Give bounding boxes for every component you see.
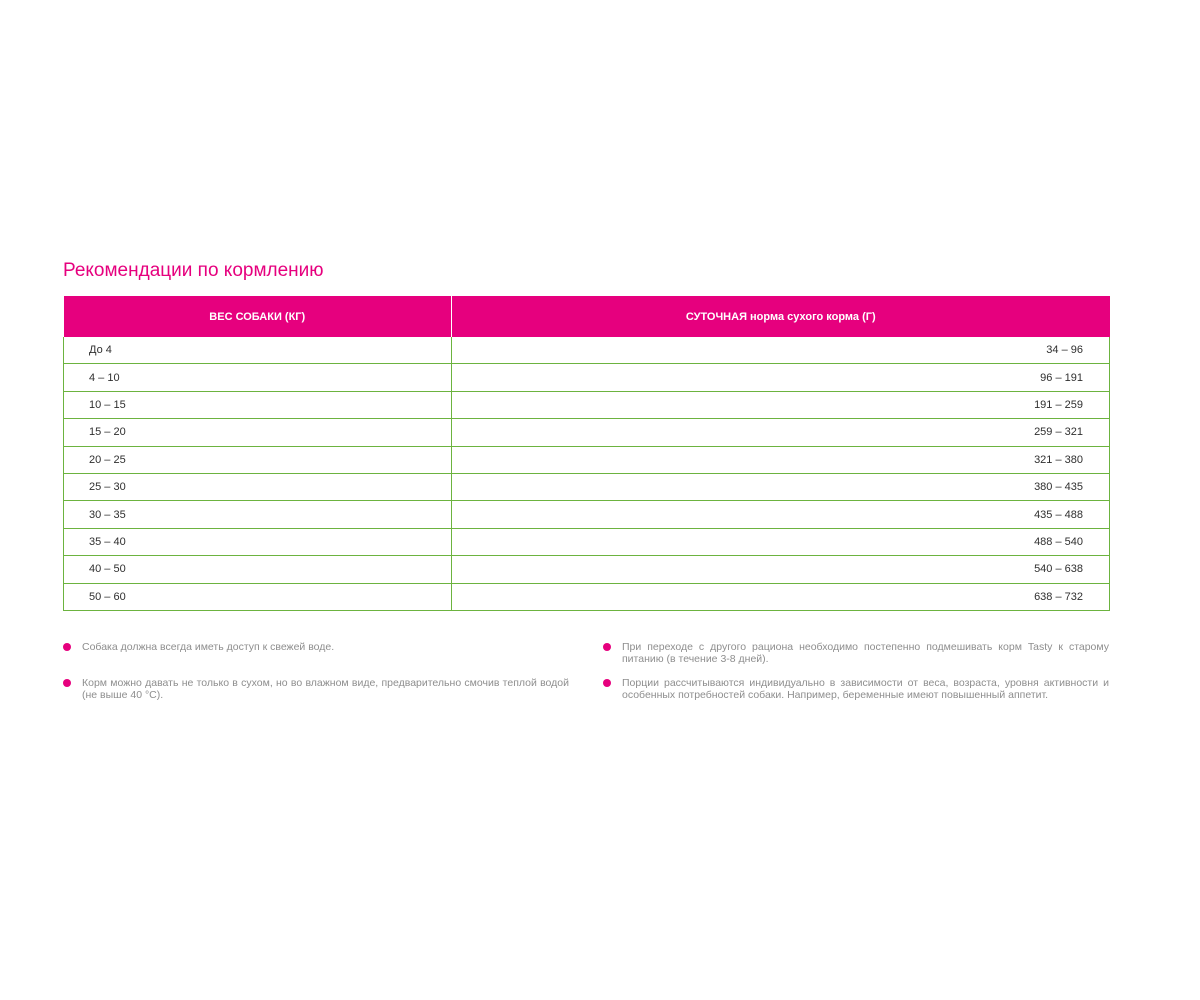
notes-right-column: [603, 641, 1109, 713]
weight-cell: 35 – 40: [64, 528, 452, 555]
table-row: [64, 364, 1110, 391]
norm-cell: 34 – 96: [452, 337, 1110, 364]
weight-cell: 20 – 25: [64, 446, 452, 473]
table-row: [64, 337, 1110, 364]
norm-cell: 435 – 488: [452, 501, 1110, 528]
notes-left-column: [63, 641, 569, 713]
weight-cell: До 4: [64, 337, 452, 364]
norm-cell: 540 – 638: [452, 556, 1110, 583]
notes-section: [63, 641, 1109, 721]
table-row: [64, 501, 1110, 528]
page-title: Рекомендации по кормлению: [63, 260, 324, 281]
table-row: [64, 446, 1110, 473]
bullet-dot-icon: [603, 643, 611, 651]
norm-cell: 380 – 435: [452, 473, 1110, 500]
table-header-row: [64, 296, 1110, 337]
header-dog-weight: ВЕС СОБАКИ (КГ): [64, 296, 452, 337]
bullet-dot-icon: [63, 643, 71, 651]
norm-cell: 488 – 540: [452, 528, 1110, 555]
norm-cell: 638 – 732: [452, 583, 1110, 610]
bullet-dot-icon: [63, 679, 71, 687]
note-text: Корм можно давать не только в сухом, но во влажном виде, предварительно смочив теплой водой (не выше 40 °С).: [82, 676, 569, 701]
weight-cell: 4 – 10: [64, 364, 452, 391]
norm-cell: 259 – 321: [452, 419, 1110, 446]
weight-cell: 25 – 30: [64, 473, 452, 500]
note-item: [63, 641, 569, 665]
weight-cell: 10 – 15: [64, 391, 452, 418]
weight-cell: 40 – 50: [64, 556, 452, 583]
weight-cell: 15 – 20: [64, 419, 452, 446]
norm-cell: 191 – 259: [452, 391, 1110, 418]
note-text: Собака должна всегда иметь доступ к свежей воде.: [82, 640, 335, 653]
note-item: [603, 641, 1109, 665]
table-row: [64, 473, 1110, 500]
weight-cell: 50 – 60: [64, 583, 452, 610]
table-row: [64, 556, 1110, 583]
norm-cell: 96 – 191: [452, 364, 1110, 391]
table-row: [64, 391, 1110, 418]
table-row: [64, 583, 1110, 610]
table-row: [64, 419, 1110, 446]
bullet-dot-icon: [603, 679, 611, 687]
note-text: При переходе с другого рациона необходимо постепенно подмешивать корм Tasty к старому питанию (в течение 3-8 дней).: [622, 640, 1109, 665]
note-item: [603, 677, 1109, 701]
feeding-section: [63, 256, 1109, 721]
table-row: [64, 528, 1110, 555]
feeding-table: [63, 296, 1110, 611]
weight-cell: 30 – 35: [64, 501, 452, 528]
norm-cell: 321 – 380: [452, 446, 1110, 473]
note-item: [63, 677, 569, 701]
header-daily-norm: СУТОЧНАЯ норма сухого корма (Г): [452, 296, 1110, 337]
note-text: Порции рассчитываются индивидуально в зависимости от веса, возраста, уровня активности и особенных потребностей собаки. Например, беременные имеют повышенный аппетит.: [622, 676, 1109, 701]
